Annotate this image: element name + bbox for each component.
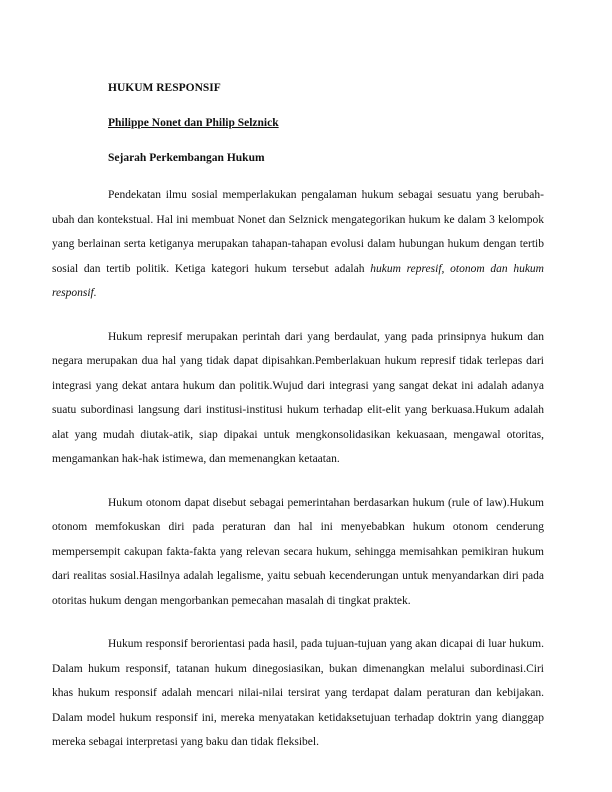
paragraph-4: Hukum responsif berorientasi pada hasil, pada tujuan-tujuan yang akan dicapai di luar hukum. Dalam hukum responsif, tatanan hukum dinegosiasikan, bukan dimenangkan melalui subordinasi.Ciri khas hukum responsif adalah mencari nilai-nilai tersirat yang terdapat dalam peraturan dan kebijakan. Dalam model hukum responsif ini, mereka menyatakan ketidaksetujuan terhadap doktrin yang dianggap mereka sebagai interpretasi yang baku dan tidak fleksibel. bbox=[52, 638, 544, 748]
paragraph-1-italic: hukum represif, otonom dan hukum responsif. bbox=[52, 262, 544, 299]
paragraph-2: Hukum represif merupakan perintah dari yang berdaulat, yang pada prinsipnya hukum dan negara merupakan dua hal yang tidak dapat dipisahkan.Pemberlakuan hukum represif tidak terlepas dari integrasi yang dekat antara hukum dan politik.Wujud dari integrasi yang sangat dekat ini adalah adanya suatu subordinasi langsung dari institusi-institusi hukum terhadap elit-elit yang berkuasa.Hukum adalah alat yang mudah diutak-atik, siap dipakai untuk mengkonsolidasikan kekuasaan, mengawal otoritas, mengamankan hak-hak istimewa, dan memenangkan ketaatan. bbox=[52, 330, 544, 465]
document-authors: Philippe Nonet dan Philip Selznick bbox=[108, 117, 279, 129]
document-title: HUKUM RESPONSIF bbox=[108, 82, 221, 94]
paragraph-1 bbox=[52, 183, 544, 306]
paragraph-3: Hukum otonom dapat disebut sebagai pemerintahan berdasarkan hukum (rule of law).Hukum otonom memfokuskan diri pada peraturan dan hal ini menyebabkan hukum otonom cenderung mempersempit cakupan fakta-fakta yang relevan secara hukum, sehingga memisahkan pemikiran hukum dari realitas sosial.Hasilnya adalah legalisme, yaitu sebuah kecenderungan untuk menyandarkan diri pada otoritas hukum dengan mengorbankan pemecahan masalah di tingkat praktek. bbox=[52, 496, 544, 607]
paragraph-1-text: Pendekatan ilmu sosial memperlakukan pengalaman hukum sebagai sesuatu yang berubah-ubah dan kontekstual. Hal ini membuat Nonet dan Selznick mengategorikan hukum ke dalam 3 kelompok yang berlainan serta ketiganya merupakan tahapan-tahapan evolusi dalam hubungan hukum dengan tertib sosial dan tertib politik. Ketiga kategori hukum tersebut adalah bbox=[52, 189, 544, 275]
section-heading: Sejarah Perkembangan Hukum bbox=[108, 152, 265, 164]
